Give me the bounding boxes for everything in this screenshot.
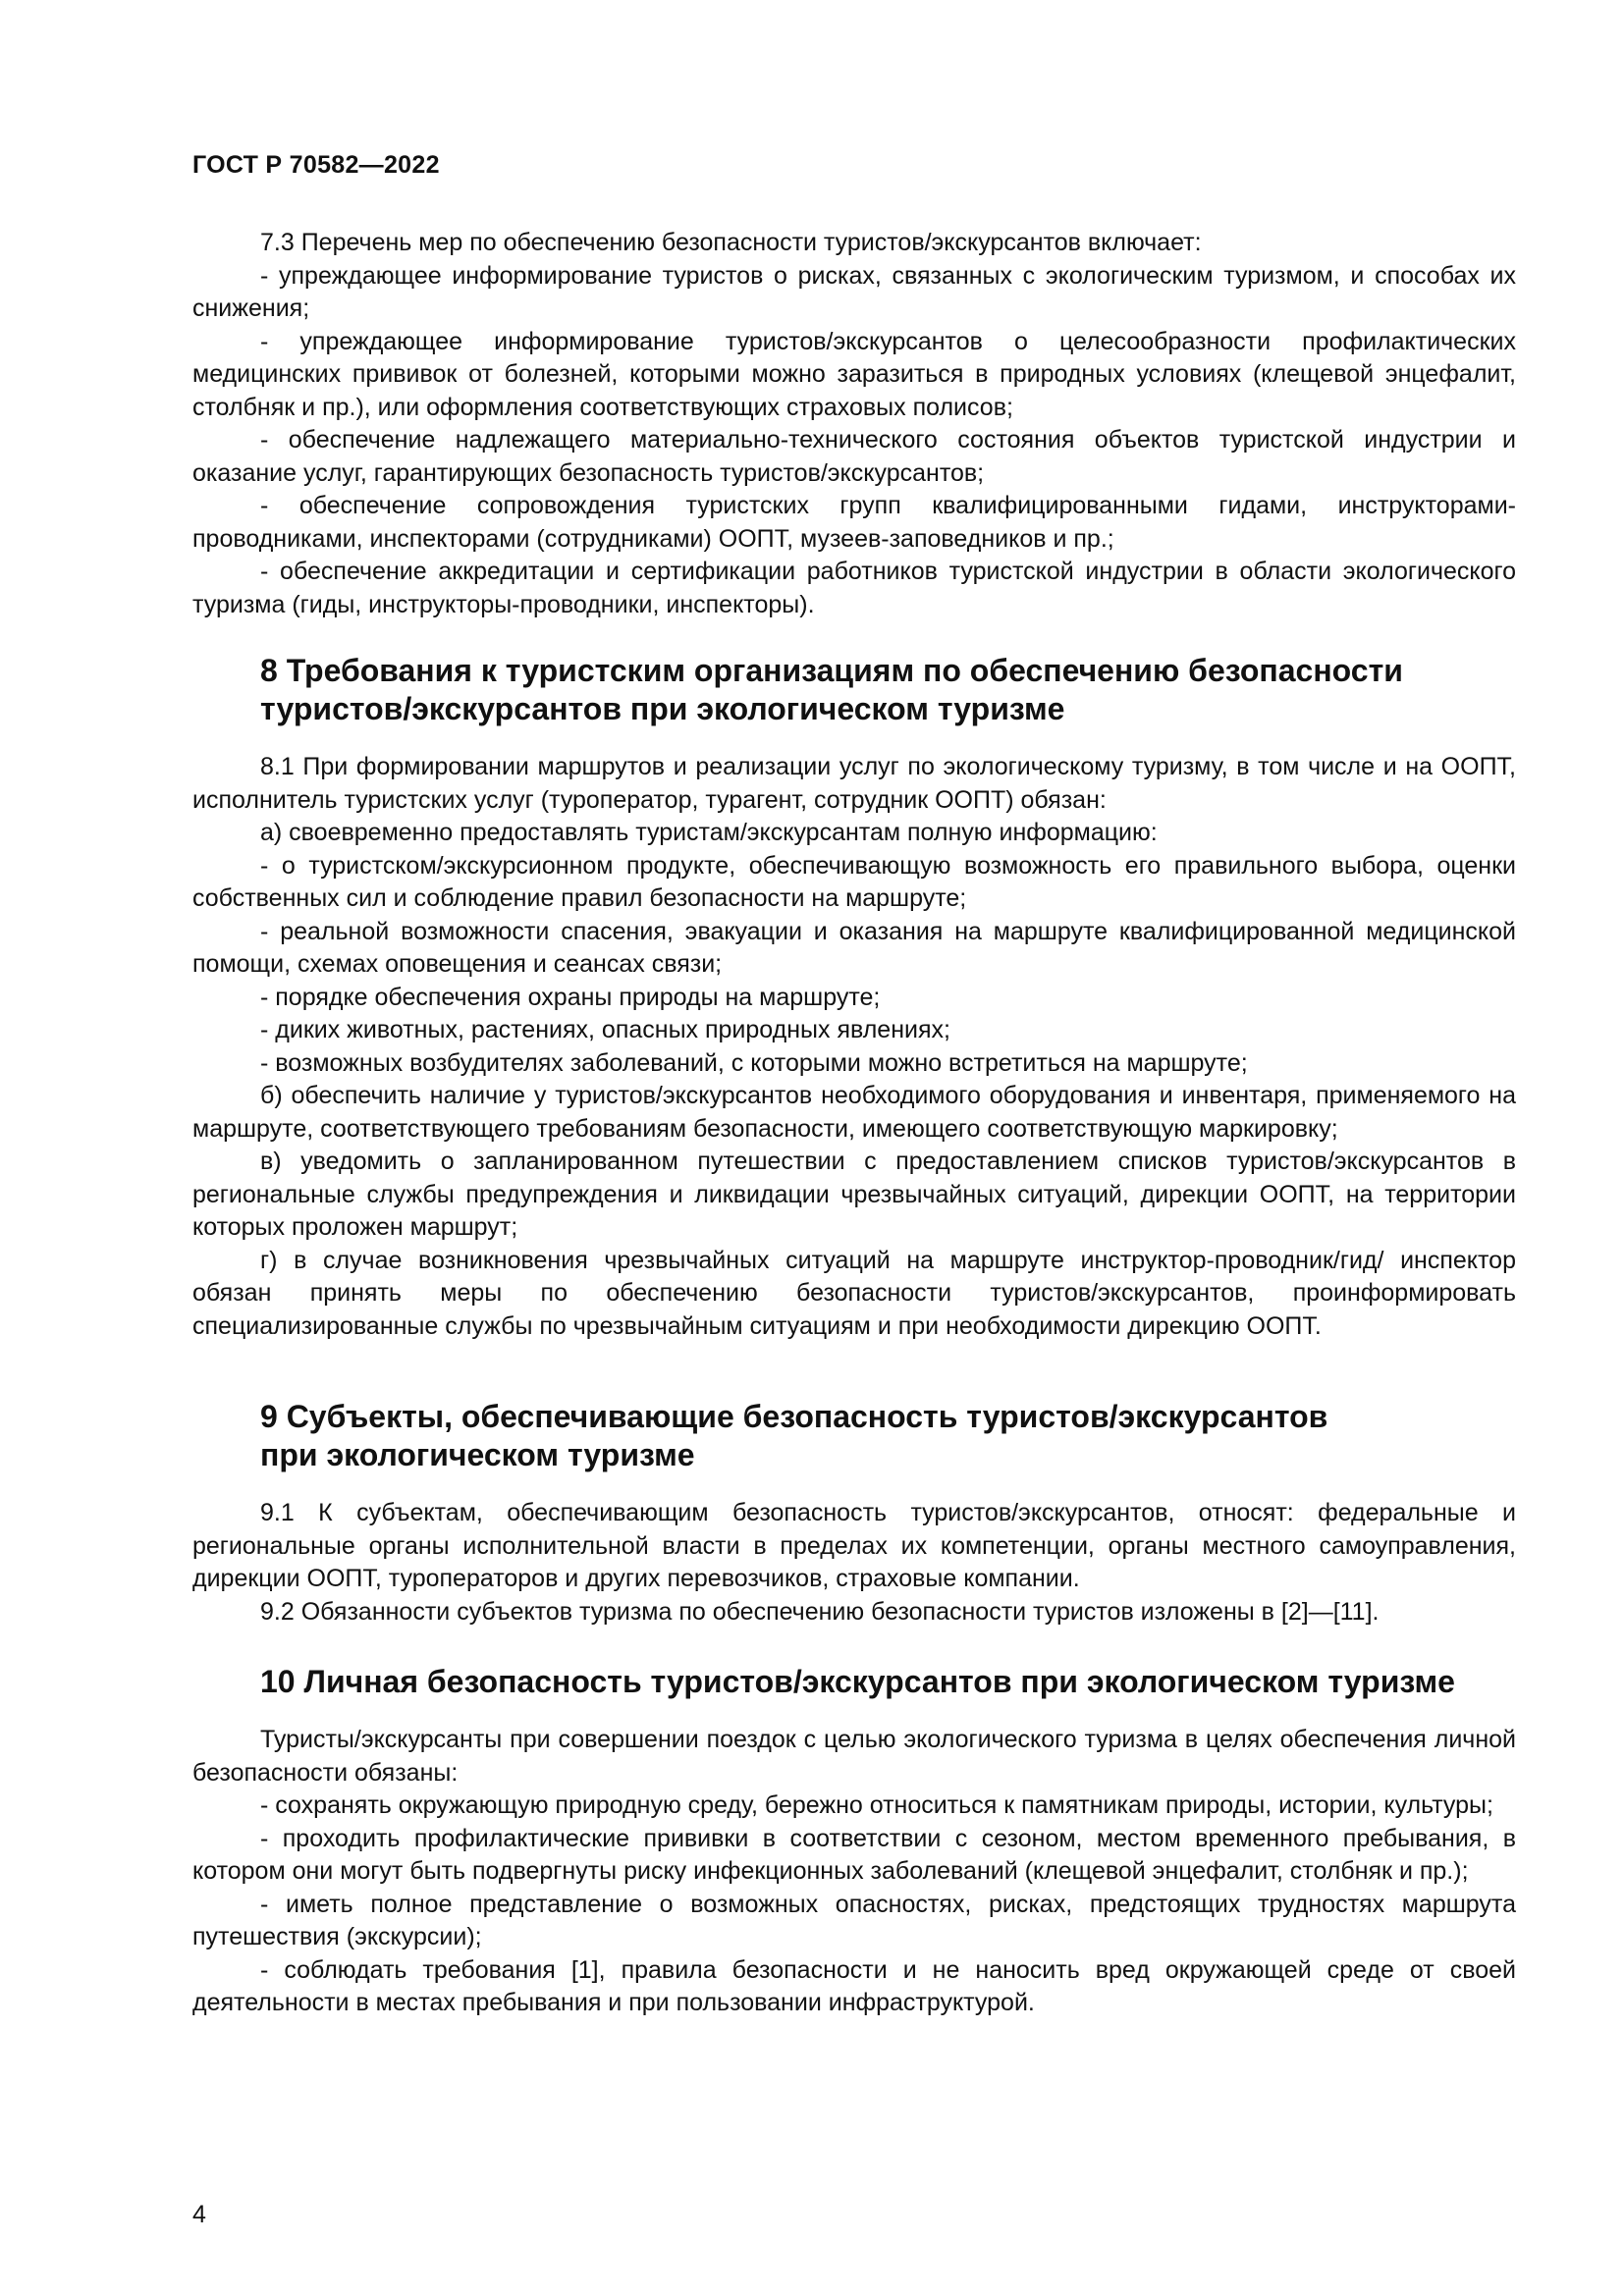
paragraph: а) своевременно предоставлять туристам/экскурсантам полную информацию:: [260, 819, 1158, 846]
section-9-block: [192, 1497, 1516, 1629]
heading-line: туристов/экскурсантов при экологическом туризме: [260, 691, 1065, 726]
paragraph: - соблюдать требования [1], правила безопасности и не наносить вред окружающей среде от своей деятельности в местах пребывания и при пользовании инфраструктурой.: [192, 1955, 1516, 2016]
section-10-heading: [192, 1663, 1516, 1701]
paragraph: 8.1 При формировании маршрутов и реализации услуг по экологическому туризму, в том числе и на ООПТ, исполнитель туристских услуг (туроператор, турагент, сотрудник ООПТ) обязан:: [192, 753, 1516, 814]
heading-line: 10 Личная безопасность туристов/экскурсантов при экологическом туризме: [260, 1664, 1455, 1699]
paragraph: - обеспечение аккредитации и сертификации работников туристской индустрии в области экологического туризма (гиды, инструкторы-проводники, инспекторы).: [192, 558, 1516, 618]
heading-line: при экологическом туризме: [260, 1437, 695, 1472]
paragraph: в) уведомить о запланированном путешествии с предоставлением списков туристов/экскурсантов в региональные службы предупреждения и ликвидации чрезвычайных ситуаций, дирекции ООПТ, на территории которых проложен маршрут;: [192, 1148, 1516, 1241]
section-9-heading: [192, 1398, 1516, 1474]
section-8-block: [192, 751, 1516, 1343]
paragraph: - иметь полное представление о возможных опасностях, рисках, предстоящих трудностях маршрута путешествия (экскурсии);: [192, 1890, 1516, 1950]
paragraph: - порядке обеспечения охраны природы на маршруте;: [260, 983, 881, 1011]
paragraph: - сохранять окружающую природную среду, бережно относиться к памятникам природы, истории, культуры;: [260, 1791, 1493, 1819]
paragraph: - реальной возможности спасения, эвакуации и оказания на маршруте квалифицированной медицинской помощи, схемах оповещения и сеансах связи;: [192, 917, 1516, 978]
section-7-block: [192, 227, 1516, 621]
paragraph: - обеспечение надлежащего материально-технического состояния объектов туристской индустрии и оказание услуг, гарантирующих безопасность туристов/экскурсантов;: [192, 426, 1516, 487]
paragraph: 7.3 Перечень мер по обеспечению безопасности туристов/экскурсантов включает:: [260, 229, 1202, 256]
section-8-heading: [192, 652, 1516, 728]
paragraph: 9.1 К субъектам, обеспечивающим безопасность туристов/экскурсантов, относят: федеральные и региональные органы исполнительной власти в пределах их компетенции, органы местного самоуправления, дирекции ООПТ, туроператоров и других перевозчиков, страховые компании.: [192, 1499, 1516, 1592]
document-header: ГОСТ Р 70582—2022: [192, 151, 440, 179]
paragraph: - упреждающее информирование туристов о рисках, связанных с экологическим туризмом, и способах их снижения;: [192, 261, 1516, 322]
paragraph: 9.2 Обязанности субъектов туризма по обеспечению безопасности туристов изложены в [2]—[11].: [260, 1597, 1380, 1626]
paragraph: Туристы/экскурсанты при совершении поездок с целью экологического туризма в целях обеспечения личной безопасности обязаны:: [192, 1726, 1516, 1787]
heading-line: 8 Требования к туристским организациям по обеспечению безопасности: [260, 653, 1403, 688]
paragraph: - диких животных, растениях, опасных природных явлениях;: [260, 1016, 950, 1043]
paragraph: - обеспечение сопровождения туристских групп квалифицированными гидами, инструкторами-проводниками, инспекторами (сотрудниками) ООПТ, музеев-заповедников и пр.;: [192, 492, 1516, 553]
paragraph: б) обеспечить наличие у туристов/экскурсантов необходимого оборудования и инвентаря, применяемого на маршруте, соответствующего требованиям безопасности, имеющего соответствующую маркировку;: [192, 1082, 1516, 1143]
heading-line: 9 Субъекты, обеспечивающие безопасность туристов/экскурсантов: [260, 1399, 1328, 1434]
paragraph: - о туристском/экскурсионном продукте, обеспечивающую возможность его правильного выбора, оценки собственных сил и соблюдение правил безопасности на маршруте;: [192, 851, 1516, 912]
paragraph: - проходить профилактические прививки в соответствии с сезоном, местом временного пребывания, в котором они могут быть подвергнуты риску инфекционных заболеваний (клещевой энцефалит, столбняк и пр.);: [192, 1824, 1516, 1885]
section-10-block: [192, 1724, 1516, 2020]
paragraph: - упреждающее информирование туристов/экскурсантов о целесообразности профилактических медицинских прививок от болезней, которыми можно заразиться в природных условиях (клещевой энцефалит, столбняк и пр.), или оформления соответствующих страховых полисов;: [192, 327, 1516, 421]
page-number: 4: [192, 2201, 206, 2228]
paragraph: - возможных возбудителях заболеваний, с которыми можно встретиться на маршруте;: [260, 1048, 1248, 1077]
paragraph: г) в случае возникновения чрезвычайных ситуаций на маршруте инструктор-проводник/гид/ инспектор обязан принять меры по обеспечению безопасности туристов/экскурсантов, проинформировать специализированные службы по чрезвычайным ситуациям и при необходимости дирекцию ООПТ.: [192, 1246, 1516, 1340]
